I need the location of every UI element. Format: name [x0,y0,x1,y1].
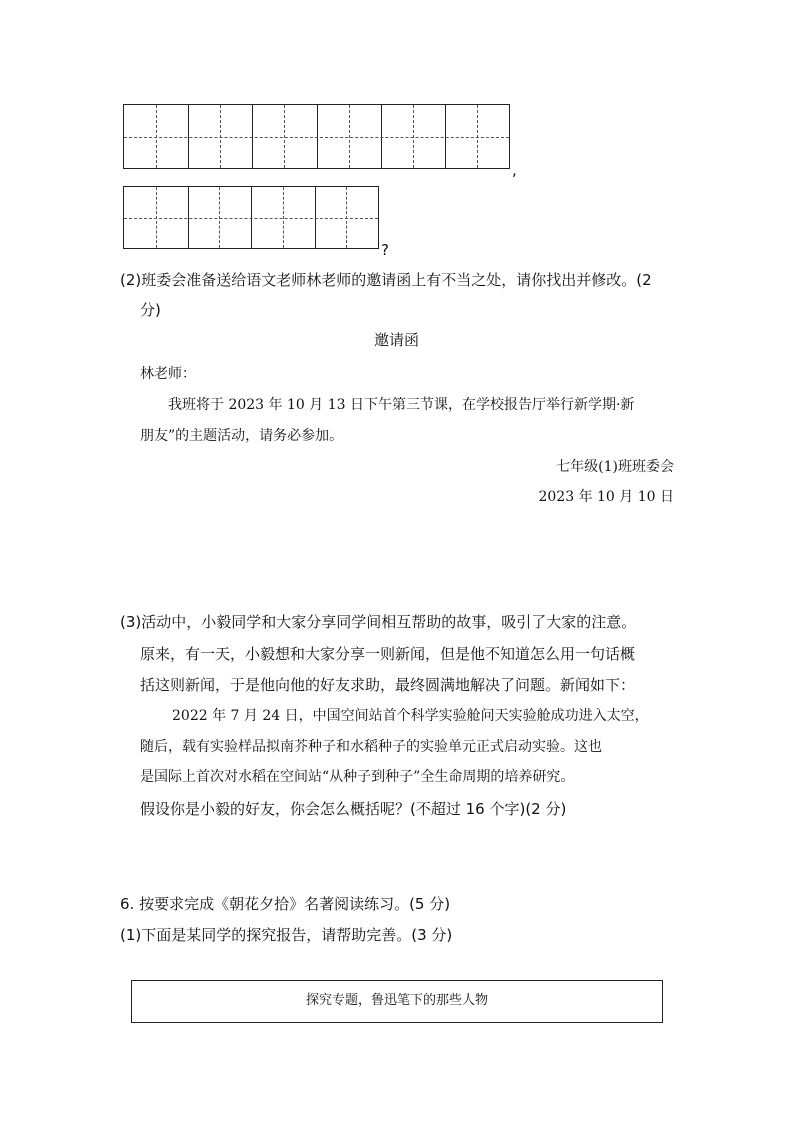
news-line-2: 随后，载有实验样品拟南芥种子和水稻种子的实验单元正式启动实验。这也 [140,739,602,755]
question-3-line-2: 原来，有一天，小毅想和大家分享一则新闻，但是他不知道怎么用一句话概 [140,645,636,663]
question-3-line-3: 括这则新闻，于是他向他的好友求助，最终圆满地解决了问题。新闻如下： [140,676,636,694]
invitation-date: 2023 年 10 月 10 日 [538,489,674,505]
question-2-line-2: 分) [140,301,161,319]
report-box [131,980,663,1023]
invitation-body-line-2: 朋友”的主题活动，请务必参加。 [140,428,344,444]
news-line-1: 2022 年 7 月 24 日，中国空间站首个科学实验舱问天实验舱成功进入太空， [172,708,649,724]
grid-1-trailing-comma: , [512,161,517,179]
grid-2-trailing-question-mark: ? [381,241,389,259]
invitation-signature: 七年级(1)班班委会 [556,459,674,475]
question-3-line-1: (3)活动中，小毅同学和大家分享同学间相互帮助的故事，吸引了大家的注意。 [120,613,637,631]
grid-guide-horizontal [124,137,509,138]
report-box-heading: 探究专题，鲁迅笔下的那些人物 [305,993,488,1008]
question-6-title: 6. 按要求完成《朝花夕拾》名著阅读练习。(5 分) [120,895,451,913]
invitation-title: 邀请函 [374,331,420,349]
news-line-3: 是国际上首次对水稻在空间站“从种子到种子”全生命周期的培养研究。 [140,769,575,785]
question-6-sub-1: (1)下面是某同学的探究报告，请帮助完善。(3 分) [120,926,453,944]
writing-grid-row-1[interactable] [123,104,510,169]
question-3-prompt: 假设你是小毅的好友，你会怎么概括呢？(不超过 16 个字)(2 分) [140,800,567,818]
question-2-line-1: (2)班委会准备送给语文老师林老师的邀请函上有不当之处，请你找出并修改。(2 [120,271,652,289]
invitation-body-line-1: 我班将于 2023 年 10 月 13 日下午第三节课，在学校报告厅举行新学期·新 [168,397,635,413]
invitation-salutation: 林老师： [140,366,196,382]
grid-guide-horizontal [124,218,378,219]
writing-grid-row-2[interactable] [123,186,379,249]
